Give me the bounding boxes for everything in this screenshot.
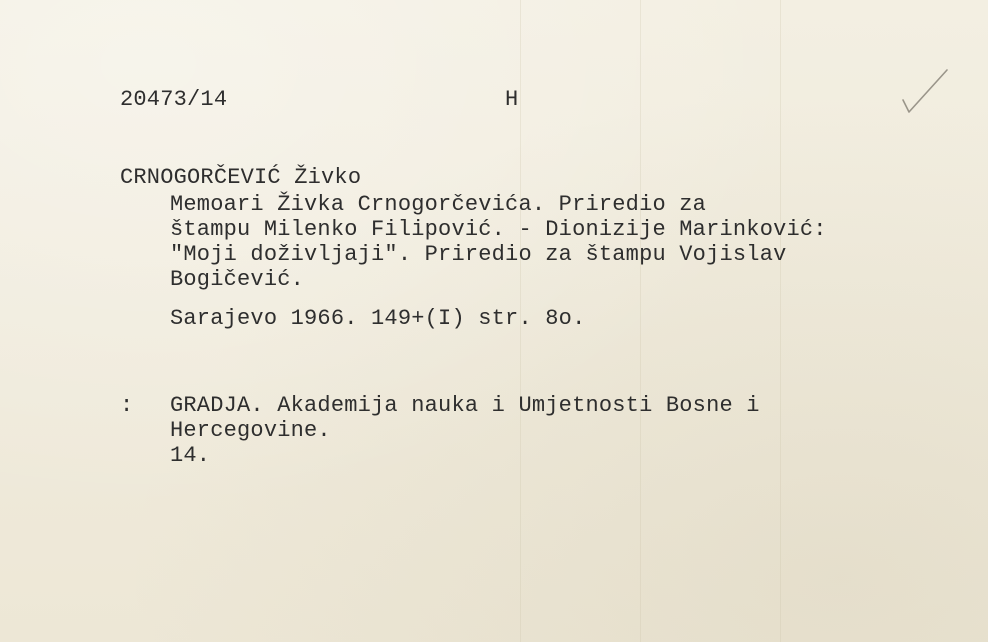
author-heading: CRNOGORČEVIĆ Živko xyxy=(120,165,362,190)
series-line: Hercegovine. xyxy=(170,418,331,443)
location-letter: H xyxy=(505,87,519,112)
title-line: Bogičević. xyxy=(170,267,305,292)
check-icon xyxy=(895,62,955,122)
paper-fold-line xyxy=(780,0,781,642)
series-line: GRADJA. Akademija nauka i Umjetnosti Bosne i xyxy=(170,393,760,418)
series-marker: : xyxy=(120,393,134,418)
imprint: Sarajevo 1966. 149+(I) str. 8o. xyxy=(170,306,586,331)
title-line: Memoari Živka Crnogorčevića. Priredio za xyxy=(170,192,707,217)
paper-fold-line xyxy=(640,0,641,642)
call-number: 20473/14 xyxy=(120,87,228,112)
series-line: 14. xyxy=(170,443,211,468)
title-line: štampu Milenko Filipović. - Dionizije Marinković: xyxy=(170,217,827,242)
title-line: "Moji doživljaji". Priredio za štampu Vojislav xyxy=(170,242,787,267)
